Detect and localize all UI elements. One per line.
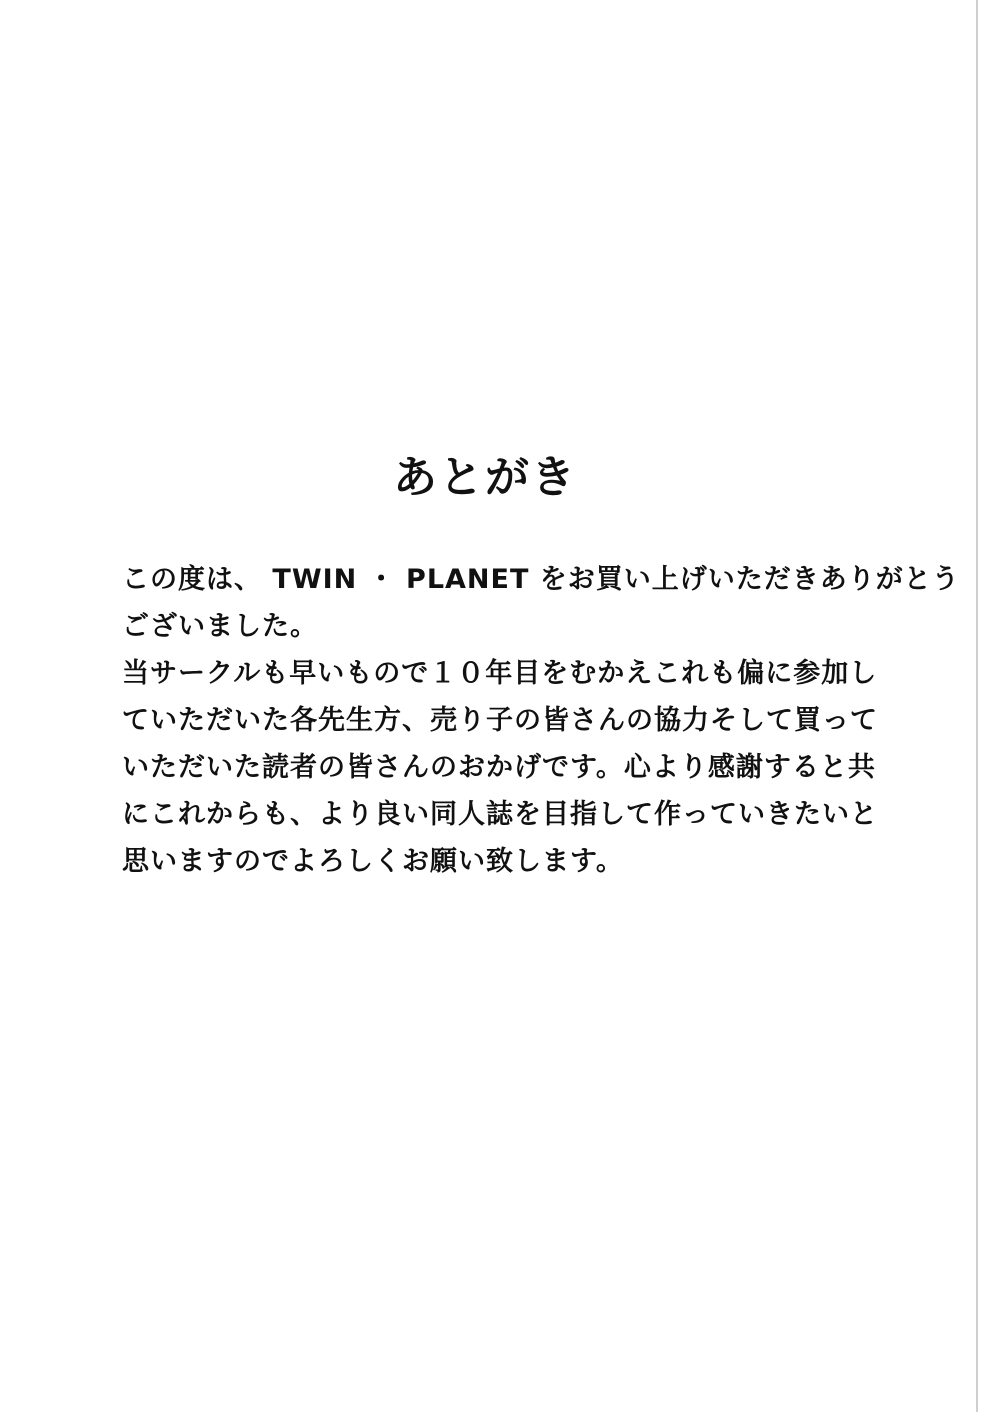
afterword-body [122,556,960,885]
body-line-6: にこれからも、より良い同人誌を目指して作っていきたいと [122,799,878,830]
body-line-5: いただいた読者の皆さんのおかげです。心より感謝すると共 [122,752,876,783]
body-line-4: ていただいた各先生方、売り子の皆さんの協力そして買って [122,705,878,736]
body-line-3: 当サークルも早いもので１０年目をむかえこれも偏に参加し [122,658,878,689]
body-line-2: ございました。 [122,611,318,642]
page-title: あとがき [393,452,577,503]
body-line-7: 思いますのでよろしくお願い致します。 [122,846,624,877]
page-edge-line [976,0,978,1412]
body-line-1: この度は、 TWIN ・ PLANET をお買い上げいただきありがとう [122,564,960,595]
